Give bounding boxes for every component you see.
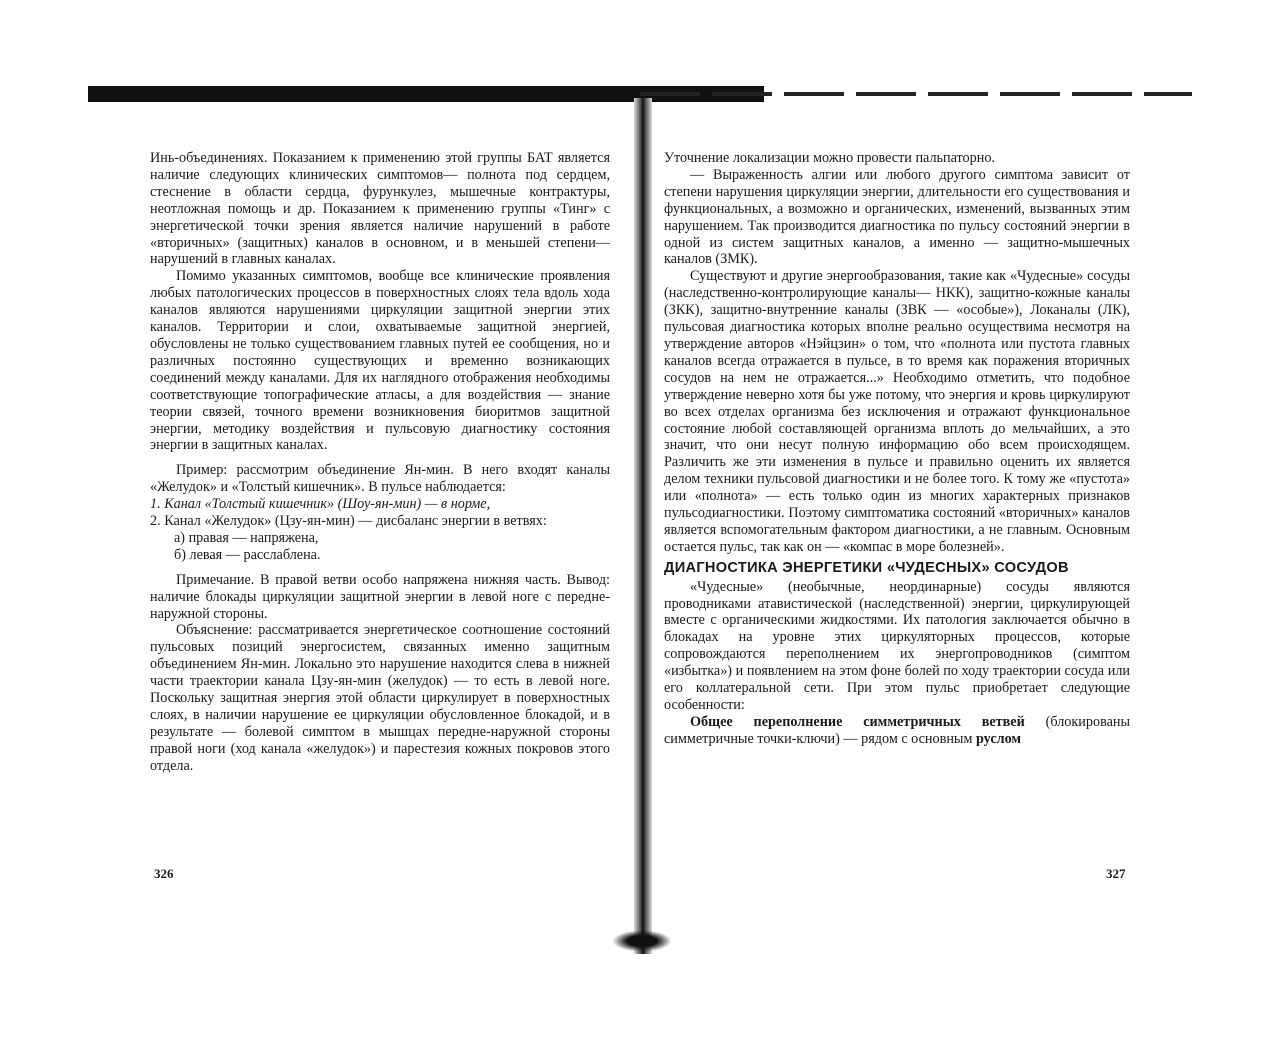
last-paragraph-bold-end: руслом	[975, 730, 1022, 747]
book-gutter	[634, 98, 652, 954]
page-number-left: 326	[154, 866, 174, 881]
example-item-1: 1. Канал «Толстый кишечник» (Шоу-ян-мин) — в норме,	[150, 496, 491, 513]
right-page	[664, 150, 1130, 748]
right-paragraph-2: — Выраженность алгии или любого другого симптома зависит от степени нарушения циркуляции энергии, длительности его существования и функциональных, а возможно и органических, изменений, вызванных этим нарушением. Так производится диагностика по пульсу состояний энергии в одной из систем защитных каналов, а именно — защитно-мышечных каналов (ЗМК).	[664, 166, 1130, 268]
example-sub-a: а) правая — напряжена,	[174, 529, 319, 546]
left-page	[150, 150, 610, 775]
explanation-paragraph: Объяснение: рассматривается энергетическое соотношение состояний пульсовых позиций энергосистем, связанных именно защитным объединением Ян-мин. Локально это нарушение находится слева в нижней части траектории канала Цзу-ян-мин (желудок) — то есть в левой ноге. Поскольку защитная энергия этой области циркулирует в поверхностных слоях, в наличии нарушение ее циркуляции обусловленное блокадой, и в результате — болевой симптом в мышцах передне-наружной стороны правой ноги (ход канала «желудок») и парестезия кожных покровов этого отдела.	[150, 622, 610, 774]
page-number-right: 327	[1106, 866, 1126, 881]
left-paragraph-2: Помимо указанных симптомов, вообще все клинические проявления любых патологических процессов в поверхностных слоях тела вдоль хода каналов являются нарушениями циркуляции защитной энергии этих каналов. Территории и слои, охватываемые защитной энергией, обусловлены не только существованием главных путей ее сообщения, но и различных постоянно существующих и временно возникающих соединений между каналами. Для их наглядного отображения необходимы соответствующие топографические атласы, а для воздействия — знание теории связей, точного времени возникновения биоритмов защитной энергии, методику воздействия и пульсовую диагностику состояния энергии в защитных каналах.	[150, 268, 610, 454]
right-paragraph-3: Существуют и другие энергообразования, такие как «Чудесные» сосуды (наследственно-контролирующие каналы— НКК), защитно-кожные каналы (ЗКК), защитно-внутренние каналы (ЗВК — «особые»), Локаналы (ЛК), пульсовая диагностика которых вполне реально осуществима несмотря на утверждение авторов «Нэйцзин» о том, что «полнота или пустота главных каналов всегда отражается в пульсе, в то время как поражения вторичных сосудов на нем не отражается...» Необходимо отметить, что подобное утверждение неверно хотя бы уже потому, что энергия и кровь циркулируют во всех отделах организма без исключения и отражают функциональное состояние любой составляющей организма вплоть до мельчайших, а это значит, что они несут полную информацию обо всем происходящем. Различить же эти изменения в пульсе и правильно оценить их является делом техники пульсовой диагностики и не более того. К тому же «пустота» или «полнота» — есть только один из многих характерных признаков пульсодиагностики. Поэтому симптоматика состояний «вторичных» каналов является вспомогательным фактором диагностики, а не главным. Основным остается пульс, так как он — «компас в море болезней».	[664, 268, 1130, 555]
left-paragraph-1: Инь-объединениях. Показанием к применению этой группы БАТ является наличие следующих клинических симптомов— полнота под сердцем, стеснение в области сердца, фурункулез, мышечные контрактуры, неотложная помощь и др. Показанием к применению группы «Тинг» с энергетической точки зрения является наличие нарушений в работе «вторичных» (защитных) каналов в основном, и в меньшей степени—нарушений в главных каналах.	[150, 150, 610, 268]
scan-top-border-right	[640, 92, 1192, 96]
example-intro: Пример: рассмотрим объединение Ян-мин. В него входят каналы «Желудок» и «Толстый кишечник». В пульсе наблюдается:	[150, 462, 610, 496]
note-paragraph: Примечание. В правой ветви особо напряжена нижняя часть. Вывод: наличие блокады циркуляции защитной энергии в левой ноге с передне-наружной стороны.	[150, 571, 610, 622]
last-paragraph	[664, 714, 1130, 748]
book-gutter-foot	[612, 930, 672, 952]
example-sub-b: б) левая — расслаблена.	[174, 546, 321, 563]
section-paragraph: «Чудесные» (необычные, неординарные) сосуды являются проводниками атавистической (наследственной) энергии, циркулирующей вместе с органическими жидкостями. Их патология заключается обычно в блокадах на уровне этих циркуляторных процессов, которые сопровождаются переполнением их энергопроводников (симптом «избытка») и появлением на этом фоне болей по ходу траектории сосуда или его коллатеральной сети. При этом пульс приобретает следующие особенности:	[664, 578, 1130, 713]
last-paragraph-rest: (блокированы симметричные точки-ключи) — рядом с основным	[664, 713, 1130, 747]
last-paragraph-bold: Общее переполнение симметричных ветвей	[690, 713, 1025, 730]
example-item-2: 2. Канал «Желудок» (Цзу-ян-мин) — дисбаланс энергии в ветвях:	[150, 513, 547, 530]
right-paragraph-1: Уточнение локализации можно провести пальпаторно.	[664, 150, 995, 166]
section-heading: ДИАГНОСТИКА ЭНЕРГЕТИКИ «ЧУДЕСНЫХ» СОСУДОВ	[664, 559, 1069, 576]
